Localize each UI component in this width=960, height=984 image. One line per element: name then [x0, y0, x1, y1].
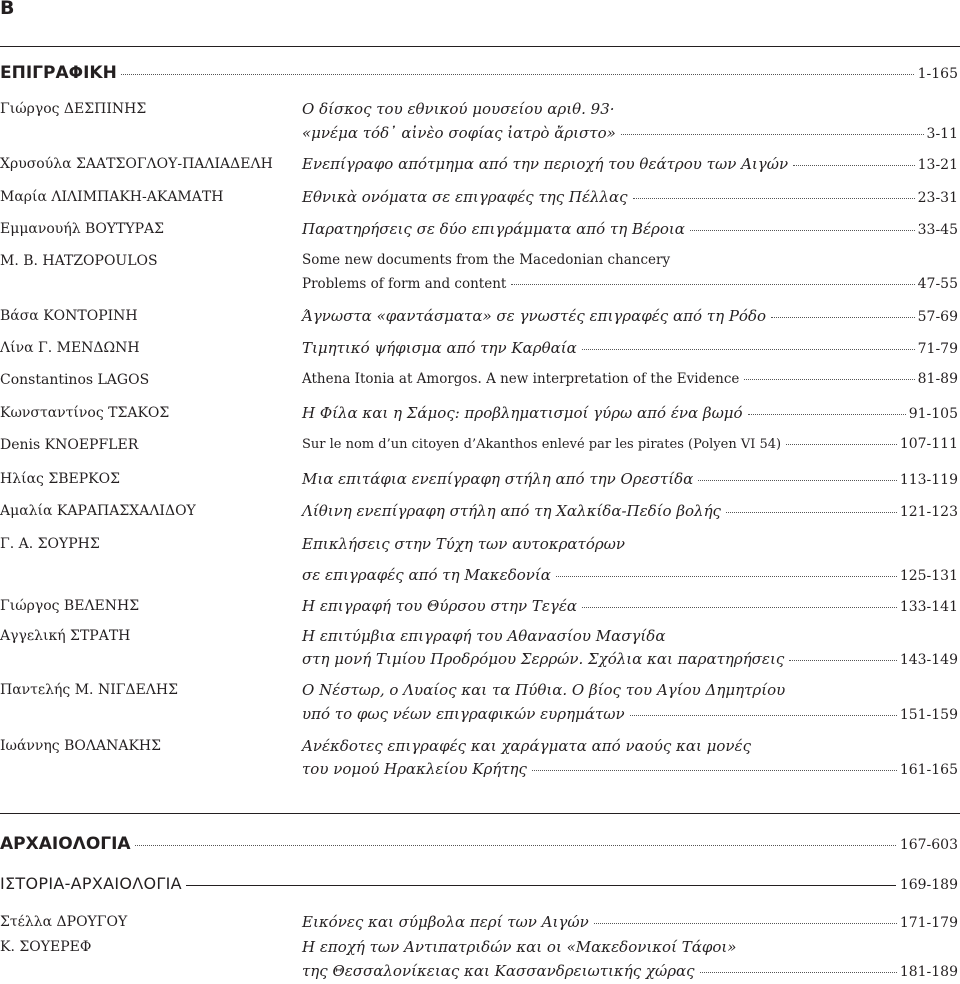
dot-leader — [135, 845, 896, 846]
entry-author: Χρυσούλα ΣΑΑΤΣΟΓΛΟΥ-ΠΑΛΙΑΔΕΛΗ — [0, 156, 273, 172]
entry-title: Η Φίλα και η Σάμος: προβληματισμοί γύρω από ένα βωμό — [302, 404, 743, 422]
entry-author: Εμμανουήλ ΒΟΥΤΥΡΑΣ — [0, 221, 165, 237]
entry-author: Λίνα Γ. ΜΕΝΔΩΝΗ — [0, 340, 140, 356]
entry-title: της Θεσσαλονίκειας και Κασσανδρειωτικής χώρας — [302, 962, 695, 980]
entry-title: Ο δίσκος του εθνικού μουσείου αριθ. 93· — [302, 100, 615, 118]
entry-title-line[interactable] — [302, 962, 958, 980]
entry-title: στη μονή Τιμίου Προδρόμου Σερρών. Σχόλια και παρατηρήσεις — [302, 650, 785, 668]
entry-author: Γ. Α. ΣΟΥΡΗΣ — [0, 536, 100, 552]
entry-title-line[interactable] — [302, 597, 958, 615]
entry-pages: 107-111 — [899, 436, 958, 452]
entry-title: Some new documents from the Macedonian chancery — [302, 252, 671, 268]
entry-pages: 125-131 — [899, 568, 958, 584]
entry-title-line[interactable] — [302, 938, 958, 956]
entry-pages: 151-159 — [899, 707, 958, 723]
entry-title-line[interactable] — [302, 404, 958, 422]
section-pages: 167-603 — [899, 837, 958, 853]
section-title: ΑΡΧΑΙΟΛΟΓΙΑ — [0, 834, 131, 854]
entry-author: Ιωάννης ΒΟΛΑΝΑΚΗΣ — [0, 738, 162, 754]
dot-leader — [698, 480, 897, 481]
entry-title: Athena Itonia at Amorgos. A new interpretation of the Evidence — [302, 371, 740, 387]
entry-author: Denis KNOEPFLER — [0, 437, 139, 453]
entry-title-line[interactable] — [302, 371, 958, 387]
leader-line — [186, 885, 896, 886]
dot-leader — [630, 715, 897, 716]
dot-leader — [582, 349, 915, 350]
dot-leader — [594, 923, 897, 924]
entry-title-line[interactable] — [302, 100, 958, 118]
dot-leader — [793, 165, 915, 166]
entry-author: Αμαλία ΚΑΡΑΠΑΣΧΑΛΙΔΟΥ — [0, 503, 196, 519]
entry-title-line[interactable] — [302, 124, 958, 142]
dot-leader — [726, 512, 897, 513]
entry-author: Γιώργος ΒΕΛΕΝΗΣ — [0, 598, 140, 614]
section-archaeology[interactable] — [0, 834, 958, 854]
entry-title-line[interactable] — [302, 307, 958, 325]
divider-rule — [0, 813, 960, 814]
entry-pages: 47-55 — [917, 276, 958, 292]
section-history-archaeology[interactable] — [0, 874, 958, 893]
entry-author: Μαρία ΛΙΛΙΜΠΑΚΗ-ΑΚΑΜΑΤΗ — [0, 189, 224, 205]
entry-title: Ο Νέστωρ, ο Λυαίος και τα Πύθια. Ο βίος του Αγίου Δημητρίου — [302, 681, 786, 699]
entry-pages: 3-11 — [926, 126, 958, 142]
entry-title: Ενεπίγραφο απότμημα από την περιοχή του θεάτρου των Αιγών — [302, 155, 789, 173]
entry-title: Η επιτύμβια επιγραφή του Αθανασίου Μασγίδα — [302, 627, 666, 645]
index-letter: B — [0, 0, 15, 19]
entry-title: Εικόνες και σύμβολα περί των Αιγών — [302, 913, 589, 931]
entry-title-line[interactable] — [302, 681, 958, 699]
entry-title: Τιμητικό ψήφισμα από την Καρθαία — [302, 339, 577, 357]
entry-title-line[interactable] — [302, 436, 958, 452]
entry-title-line[interactable] — [302, 470, 958, 488]
entry-pages: 121-123 — [899, 504, 958, 520]
entry-title-line[interactable] — [302, 276, 958, 292]
dot-leader — [748, 414, 906, 415]
entry-title: Μια επιτάφια ενεπίγραφη στήλη από την Ορεστίδα — [302, 470, 694, 488]
entry-author: Γιώργος ΔΕΣΠΙΝΗΣ — [0, 101, 147, 117]
entry-title-line[interactable] — [302, 535, 958, 553]
entry-pages: 161-165 — [899, 762, 958, 778]
entry-title-line[interactable] — [302, 566, 958, 584]
entry-title-line[interactable] — [302, 252, 958, 268]
entry-title: Problems of form and content — [302, 276, 507, 292]
entry-title: «μνέμα τόδ᾽ αἰνὲο σοφίας ἰατρὸ ἄριστο» — [302, 124, 616, 142]
dot-leader — [582, 607, 897, 608]
entry-author: Κωνσταντίνος ΤΣΑΚΟΣ — [0, 405, 170, 421]
dot-leader — [690, 230, 915, 231]
entry-pages: 33-45 — [917, 222, 958, 238]
entry-author: Παντελής Μ. ΝΙΓΔΕΛΗΣ — [0, 682, 179, 698]
entry-pages: 13-21 — [917, 157, 958, 173]
entry-pages: 143-149 — [899, 652, 958, 668]
entry-title: Ανέκδοτες επιγραφές και χαράγματα από ναούς και μονές — [302, 737, 751, 755]
entry-title: Επικλήσεις στην Τύχη των αυτοκρατόρων — [302, 535, 626, 553]
dot-leader — [744, 379, 914, 380]
entry-author: Βάσα ΚΟΝΤΟΡΙΝΗ — [0, 308, 138, 324]
entry-title: Άγνωστα «φαντάσματα» σε γνωστές επιγραφές από τη Ρόδο — [302, 307, 767, 325]
section-pages: 169-189 — [899, 877, 958, 893]
entry-pages: 23-31 — [917, 190, 958, 206]
dot-leader — [121, 74, 914, 75]
dot-leader — [700, 972, 897, 973]
dot-leader — [511, 284, 914, 285]
entry-title-line[interactable] — [302, 705, 958, 723]
entry-title-line[interactable] — [302, 155, 958, 173]
dot-leader — [771, 317, 915, 318]
entry-title: Εθνικὰ ονόματα σε επιγραφές της Πέλλας — [302, 188, 628, 206]
dot-leader — [633, 198, 915, 199]
entry-title: Η εποχή των Αντιπατριδών και οι «Μακεδονικοί Τάφοι» — [302, 938, 737, 956]
entry-title-line[interactable] — [302, 737, 958, 755]
entry-title: σε επιγραφές από τη Μακεδονία — [302, 566, 551, 584]
section-epigraphy[interactable] — [0, 63, 958, 83]
dot-leader — [789, 660, 897, 661]
entry-title: Sur le nom d’un citoyen d’Akanthos enlevé par les pirates (Polyen VI 54) — [302, 437, 782, 452]
entry-title-line[interactable] — [302, 339, 958, 357]
entry-author: Αγγελική ΣΤΡΑΤΗ — [0, 628, 131, 644]
entry-title-line[interactable] — [302, 627, 958, 645]
entry-author: Ηλίας ΣΒΕΡΚΟΣ — [0, 471, 120, 487]
dot-leader — [786, 444, 897, 445]
dot-leader — [556, 576, 897, 577]
section-pages: 1-165 — [917, 66, 958, 82]
entry-title: Η επιγραφή του Θύρσου στην Τεγέα — [302, 597, 578, 615]
entry-pages: 133-141 — [899, 599, 958, 615]
entry-title: υπό το φως νέων επιγραφικών ευρημάτων — [302, 705, 625, 723]
entry-title: Παρατηρήσεις σε δύο επιγράμματα από τη Βέροια — [302, 220, 685, 238]
entry-author: M. B. HATZOPOULOS — [0, 253, 158, 269]
entry-title-line[interactable] — [302, 220, 958, 238]
entry-pages: 171-179 — [899, 915, 958, 931]
entry-title-line[interactable] — [302, 760, 958, 778]
entry-author: Constantinos LAGOS — [0, 372, 150, 388]
entry-title-line[interactable] — [302, 650, 958, 668]
entry-author: Κ. ΣΟΥΕΡΕΦ — [0, 939, 92, 955]
entry-title-line[interactable] — [302, 502, 958, 520]
entry-pages: 91-105 — [908, 406, 958, 422]
entry-title-line[interactable] — [302, 913, 958, 931]
entry-title-line[interactable] — [302, 188, 958, 206]
entry-pages: 113-119 — [899, 472, 958, 488]
entry-pages: 71-79 — [917, 341, 958, 357]
section-title: ΙΣΤΟΡΙΑ-ΑΡΧΑΙΟΛΟΓΙΑ — [0, 874, 182, 893]
entry-author: Στέλλα ΔΡΟΥΓΟΥ — [0, 914, 128, 930]
entry-pages: 181-189 — [899, 964, 958, 980]
section-title: ΕΠΙΓΡΑΦΙΚΗ — [0, 63, 117, 83]
entry-pages: 81-89 — [917, 371, 958, 387]
entry-title: του νομού Ηρακλείου Κρήτης — [302, 760, 527, 778]
dot-leader — [532, 770, 897, 771]
entry-pages: 57-69 — [917, 309, 958, 325]
dot-leader — [621, 134, 924, 135]
entry-title: Λίθινη ενεπίγραφη στήλη από τη Χαλκίδα-Πεδίο βολής — [302, 502, 721, 520]
top-rule — [0, 46, 960, 47]
